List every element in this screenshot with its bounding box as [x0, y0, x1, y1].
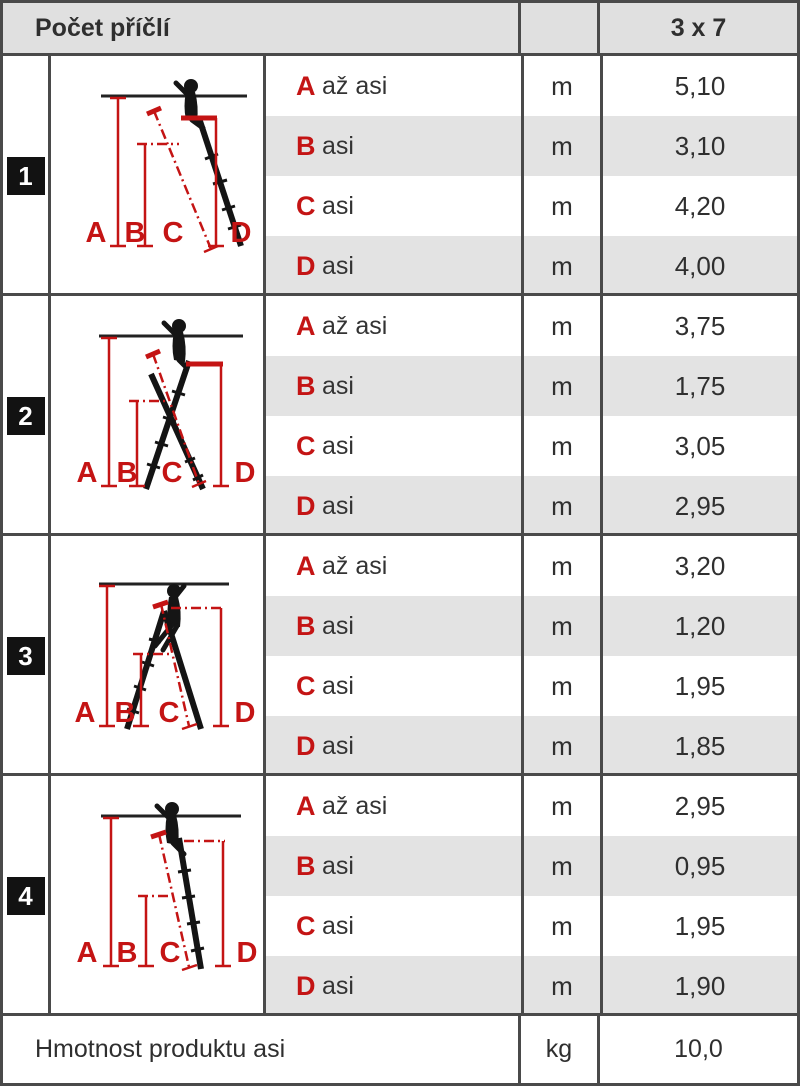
diagram-label-c: C	[159, 937, 181, 969]
value-cell: 4,20	[600, 176, 797, 236]
diagram-label-d: D	[236, 937, 258, 969]
dimension-letter: B	[296, 610, 316, 641]
dimension-letter: C	[296, 670, 316, 701]
steep-leaning-ladder-diagram	[51, 776, 263, 1016]
value-cell: 3,20	[600, 536, 797, 596]
value-cell: 4,00	[600, 236, 797, 296]
unit-cell: m	[521, 56, 600, 116]
spec-row-label: B asi	[266, 116, 521, 176]
dimension-letter: C	[296, 190, 316, 221]
spec-row-label: A až asi	[296, 70, 388, 101]
dimension-letter: C	[296, 430, 316, 461]
dimension-letter: A	[296, 70, 316, 101]
value-cell: 0,95	[600, 836, 797, 896]
spec-row-label: D asi	[266, 476, 521, 536]
dimension-letter: D	[296, 490, 316, 521]
dimension-letter: B	[296, 370, 316, 401]
product-weight-label: Hmotnost produktu asi	[3, 1016, 521, 1083]
section-4	[3, 773, 797, 1013]
spec-row-label: A až asi	[296, 550, 388, 581]
value-cell: 1,85	[600, 716, 797, 776]
section-3	[3, 533, 797, 773]
spec-row-label: B asi	[266, 356, 521, 416]
diagram-label-b: B	[124, 217, 146, 249]
diagram-label-c: C	[162, 217, 184, 249]
diagram-label-d: D	[230, 217, 252, 249]
person-figure	[164, 319, 187, 368]
value-cell: 3,75	[600, 296, 797, 356]
diagram-label-d: D	[234, 697, 256, 729]
header-unit-cell	[521, 3, 600, 53]
diagram-label-c: C	[161, 457, 183, 489]
dimension-letter: D	[296, 250, 316, 281]
weight-value: 10,0	[674, 1035, 723, 1063]
dimension-line-a	[99, 586, 115, 726]
diagram-label-a: A	[74, 697, 96, 729]
value-cell: 1,75	[600, 356, 797, 416]
unit-cell: m	[521, 296, 600, 356]
value-cell: 5,10	[600, 56, 797, 116]
section-2-badge: 2	[7, 397, 45, 435]
value-cell: 2,95	[600, 476, 797, 536]
spec-row-label: D asi	[266, 716, 521, 776]
value-cell: 1,90	[600, 956, 797, 1016]
dimension-letter: B	[296, 130, 316, 161]
leaning-extension-ladder-diagram	[51, 56, 263, 296]
spec-row-label: B asi	[266, 836, 521, 896]
ladder	[178, 838, 204, 969]
spec-row-label: A až asi	[296, 790, 388, 821]
header-row	[3, 3, 797, 53]
value-cell: 1,95	[600, 896, 797, 956]
section-1-badge: 1	[7, 157, 45, 195]
spec-row-label: C asi	[296, 430, 354, 461]
diagram-label-b: B	[116, 457, 138, 489]
unit-cell: m	[521, 716, 600, 776]
spec-row-label: A až asi	[296, 310, 388, 341]
value-cell: 3,05	[600, 416, 797, 476]
dimension-letter: A	[296, 790, 316, 821]
dimension-letter: D	[296, 970, 316, 1001]
unit-cell: m	[521, 896, 600, 956]
diagram-label-a: A	[76, 457, 98, 489]
dimension-letter: A	[296, 550, 316, 581]
unit-cell: m	[521, 596, 600, 656]
diagram-label-b: B	[114, 697, 136, 729]
unit-cell: m	[521, 776, 600, 836]
dimension-letter: C	[296, 910, 316, 941]
unit-cell: m	[521, 956, 600, 1016]
unit-cell: m	[521, 116, 600, 176]
section-2	[3, 293, 797, 533]
diagram-label-a: A	[76, 937, 98, 969]
unit-cell: m	[521, 176, 600, 236]
dimension-letter: B	[296, 850, 316, 881]
spec-row-label: D asi	[266, 956, 521, 1016]
rung-count-value: 3 x 7	[670, 13, 727, 42]
diagram-label-b: B	[116, 937, 138, 969]
section-4-badge: 4	[7, 877, 45, 915]
spec-row-label: C asi	[296, 670, 354, 701]
spec-row-label: C asi	[296, 910, 354, 941]
value-cell: 1,95	[600, 656, 797, 716]
unit-cell: m	[521, 656, 600, 716]
section-3-badge: 3	[7, 637, 45, 675]
a-frame-stepladder-diagram	[51, 536, 263, 776]
unit-cell: m	[521, 836, 600, 896]
dimension-letter: D	[296, 730, 316, 761]
unit-cell: m	[521, 236, 600, 296]
page-title: Počet příčlí	[3, 3, 521, 53]
value-cell: 2,95	[600, 776, 797, 836]
unit-cell: m	[521, 536, 600, 596]
unit-cell: m	[521, 476, 600, 536]
diagram-label-c: C	[158, 697, 180, 729]
value-cell: 3,10	[600, 116, 797, 176]
diagram-label-a: A	[85, 217, 107, 249]
spec-row-label: D asi	[266, 236, 521, 296]
unit-cell: m	[521, 356, 600, 416]
diagram-label-d: D	[234, 457, 256, 489]
value-cell: 1,20	[600, 596, 797, 656]
unit-cell: m	[521, 416, 600, 476]
section-1	[3, 53, 797, 293]
spec-row-label: C asi	[296, 190, 354, 221]
dimension-line-a	[101, 338, 117, 486]
scissor-position-ladder-diagram	[51, 296, 263, 536]
spec-row-label: B asi	[266, 596, 521, 656]
footer-row	[3, 1013, 797, 1083]
dimension-letter: A	[296, 310, 316, 341]
weight-unit-cell: kg	[521, 1016, 600, 1083]
